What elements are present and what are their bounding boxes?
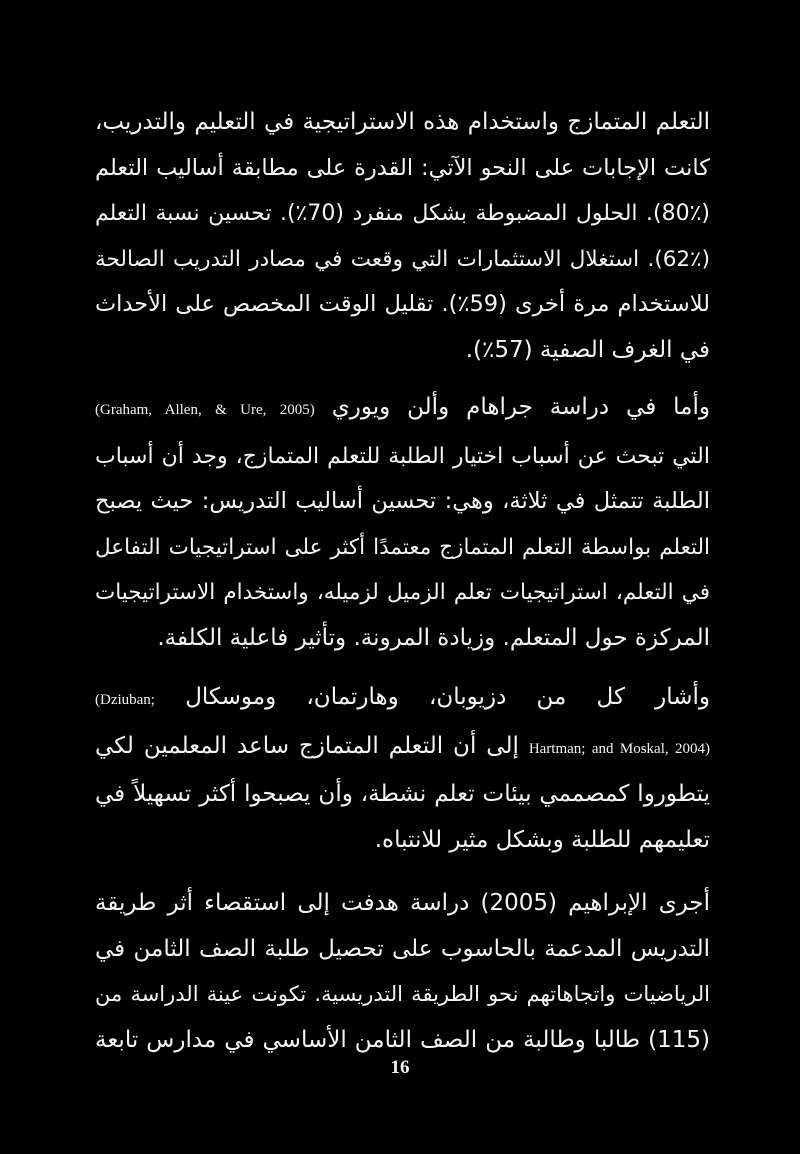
paragraph-ibrahim-study [95,881,710,1063]
text-line: المركزة حول المتعلم. وزيادة المرونة. وتأثير فاعلية الكلفة. [157,624,710,651]
citation: (Dziuban; [95,692,155,708]
text-segment: إلى أن التعلم المتمازج ساعد المعلمين لكي [95,732,519,759]
text-line: أجرى الإبراهيم (2005) دراسة هدفت إلى استقصاء أثر طريقة [95,890,710,916]
text-line: التعلم بواسطة التعلم المتمازج معتمدًا أكثر على استراتيجيات التفاعل [95,534,710,560]
text-line: (80٪). الحلول المضبوطة بشكل منفرد (70٪). تحسين نسبة التعلم [95,201,710,226]
text-line: يتطوروا كمصممي بيئات تعلم نشطة، وأن يصبحوا أكثر تسهيلاً في [95,781,710,807]
text-line: في الغرف الصفية (57٪). [465,336,710,363]
citation: (Graham, Allen, & Ure, 2005) [95,402,315,418]
citation: Hartman; and Moskal, 2004) [528,740,710,757]
text-line: الطلبة تتمثل في ثلاثة، وهي: تحسين أساليب التدريس: حيث يصبح [95,488,710,514]
page-number: 16 [390,1057,410,1078]
text-segment: وأما في دراسة جراهام وألن ويوري [331,394,710,420]
text-line-with-citation [95,675,710,724]
paragraph-dziuban-study [95,675,710,863]
text-line: كانت الإجابات على النحو الآتي: القدرة على مطابقة أساليب التعلم [95,154,710,181]
text-line: (62٪). استغلال الاستثمارات التي وقعت في مصادر التدريب الصالحة [95,246,710,272]
text-line: في التعلم، استراتيجيات تعلم الزميل لزميله، واستخدام الاستراتيجيات [95,580,710,605]
document-page [95,100,710,1063]
text-line: تعليمهم للطلبة وبشكل مثير للانتباه. [374,826,710,853]
text-line: التي تبحث عن أسباب اختيار الطلبة للتعلم المتمازج، وجد أن أسباب [95,443,710,469]
paragraph-blended-learning-results [95,100,710,373]
text-line: التعلم المتمازج واستخدام هذه الاستراتيجية في التعليم والتدريب، [95,109,710,135]
text-line: التدريس المدعمة بالحاسوب على تحصيل طلبة الصف الثامن في [95,935,710,962]
text-line: (115) طالبا وطالبة من الصف الثامن الأساسي في مدارس تابعة [95,1026,710,1053]
text-line: للاستخدام مرة أخرى (59٪). تقليل الوقت المخصص على الأحداث [95,291,710,317]
text-line-with-citation [95,724,710,773]
text-line-with-citation [95,385,710,434]
paragraph-graham-study [95,385,710,661]
text-segment: وأشار كل من دزيوبان، وهارتمان، وموسكال [185,684,710,710]
text-line: الرياضيات واتجاهاتهم نحو الطريقة التدريسية. تكونت عينة الدراسة من [95,982,710,1006]
